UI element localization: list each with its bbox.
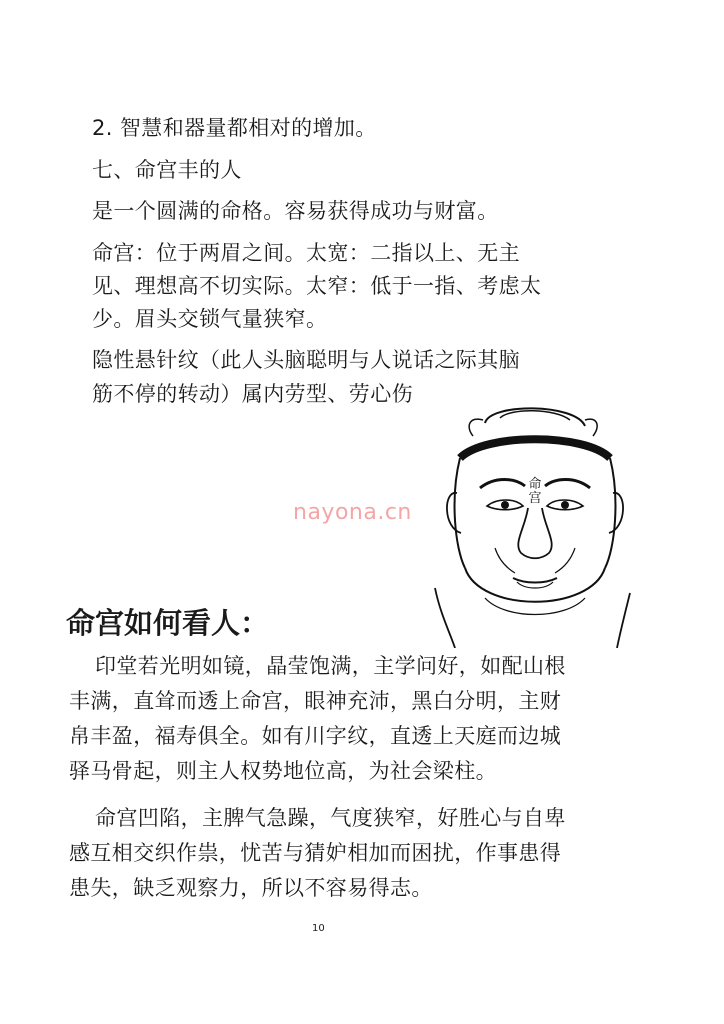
text-line: 2. 智慧和器量都相对的增加。 — [92, 116, 377, 140]
text-line: 命宫：位于两眉之间。太宽：二指以上、无主 — [92, 241, 520, 265]
text-line: 丰满，直耸而透上命宫，眼神充沛，黑白分明，主财 — [69, 689, 562, 713]
text-line: 筋不停的转动）属内劳型、劳心伤 — [92, 382, 413, 406]
text-line: 驿马骨起，则主人权势地位高，为社会梁柱。 — [69, 759, 497, 783]
text-line: 帛丰盈，福寿俱全。如有川字纹，直透上天庭而边城 — [69, 724, 562, 748]
text-line: 患失，缺乏观察力，所以不容易得志。 — [69, 876, 433, 900]
watermark: nayona.cn — [293, 500, 412, 525]
figure-label-bottom: 宫 — [528, 491, 542, 506]
text-line: 感互相交织作祟，忧苦与猜妒相加而困扰，作事患得 — [69, 841, 562, 865]
text-line: 隐性悬针纹（此人头脑聪明与人说话之际其脑 — [92, 348, 520, 372]
section-heading: 命宫如何看人： — [66, 606, 270, 640]
text-line: 少。眉头交锁气量狭窄。 — [92, 307, 328, 331]
page-number: 10 — [312, 923, 325, 934]
face-illustration — [425, 398, 640, 648]
text-line: 印堂若光明如镜，晶莹饱满，主学问好，如配山根 — [95, 654, 566, 678]
figure-label-top: 命 — [528, 477, 542, 492]
text-line: 见、理想高不切实际。太窄：低于一指、考虑太 — [92, 274, 542, 298]
section-title: 七、命宫丰的人 — [92, 158, 242, 182]
text-line: 命宫凹陷，主脾气急躁，气度狭窄，好胜心与自卑 — [95, 806, 566, 830]
text-line: 是一个圆满的命格。容易获得成功与财富。 — [92, 199, 499, 223]
